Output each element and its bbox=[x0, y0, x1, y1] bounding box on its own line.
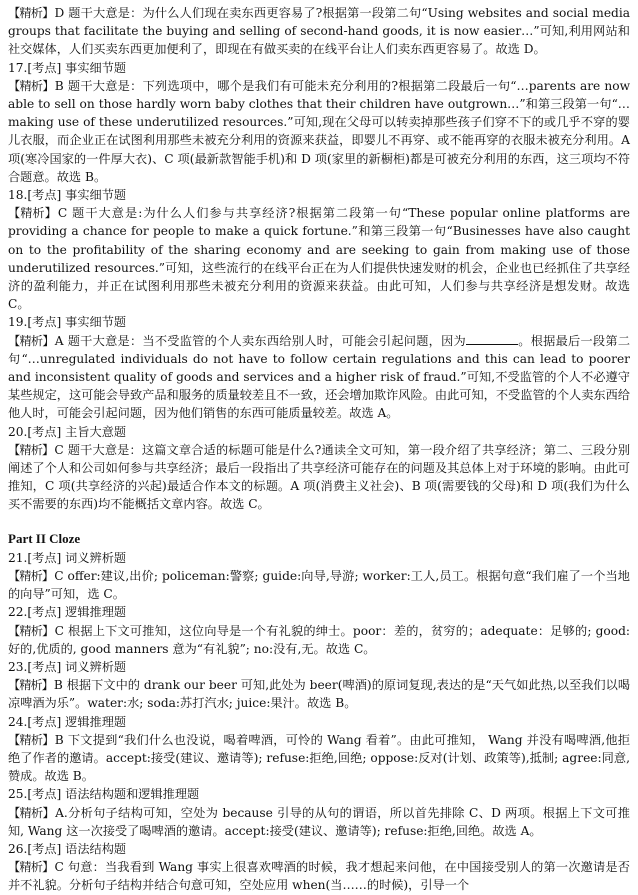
analysis-paragraph bbox=[8, 676, 630, 712]
analysis-paragraph bbox=[8, 567, 630, 603]
question-header: 18.[考点] 事实细节题 bbox=[8, 188, 127, 203]
analysis-text: C 题干大意是:为什么人们参与共享经济?根据第二段第一句“These popular online platforms are providing a chance for people to make a quick fortune.”和第三段第一句“Businesses have also caught on to the profitability of the sharing economy and are seeking to gain from making use of those underutilized resources.”可知，这些流行的在线平台正在为人们提供快速发财的机会，企业也已经抓住了共享经济的盈利能力，并正在试图利用那些未被充分利用的资源来获益。由此可知，人们参与共享经济是想发财。故选 C。 bbox=[8, 206, 631, 312]
analysis-text: C 题干大意是：这篇文章合适的标题可能是什么?通读全文可知，第一段介绍了共享经济；第二、三段分别阐述了个人和公司如何参与共享经济；最后一段指出了共享经济可能存在的问题及其总体上对于环境的影响。由此可推知，C 项(共享经济的兴起)最适合作本文的标题。A 项(消费主义社会)、B 项(需要钱的父母)和 D 项(我们为什么买不需要的东西)均不能概括文章内容。故选 C。 bbox=[8, 442, 631, 512]
analysis-tag: 【精析】 bbox=[8, 623, 54, 638]
analysis-text: B 下文提到“我们什么也没说，喝着啤酒，可怜的 Wang 看着”。由此可推知， Wang 并没有喝啤酒,他拒绝了作者的邀请。accept:接受(建议、邀请等); refuse:拒绝,回绝; oppose:反对(计划、政策等),抵制; agree:同意,赞成。故选 B。 bbox=[8, 732, 631, 784]
analysis-text: 。根据最后一段第二句“…unregulated individuals do not have to follow certain regulations and this can lead to poorer and inconsistent quality of goods and services and a higher risk of fraud.”可知,不受监管的个人不必遵守某些规定，这可能会导致产品和服务的质量较差且不一致，还会增加欺诈风险。由此可知，不受监管的个人卖东西给他人时，可能会引起问题，因为他们销售的东西可能质量较差。故选 A。 bbox=[8, 333, 631, 421]
question-header: 17.[考点] 事实细节题 bbox=[8, 60, 127, 75]
analysis-paragraph bbox=[8, 332, 630, 423]
analysis-paragraph bbox=[8, 858, 630, 894]
analysis-tag: 【精析】 bbox=[8, 860, 54, 875]
analysis-paragraph bbox=[8, 441, 630, 514]
question-header: 22.[考点] 逻辑推理题 bbox=[8, 605, 127, 620]
analysis-tag: 【精析】 bbox=[8, 6, 54, 20]
question-header: 24.[考点] 逻辑推理题 bbox=[8, 714, 127, 729]
question-header: 21.[考点] 词义辨析题 bbox=[8, 550, 127, 565]
analysis-text: A 题干大意是：当不受监管的个人卖东西给别人时，可能会引起问题，因为 bbox=[54, 333, 466, 348]
analysis-paragraph bbox=[8, 731, 630, 786]
analysis-text: C 句意：当我看到 Wang 事实上很喜欢啤酒的时候，我才想起来问他，在中国接受别人的第一次邀请是否并不礼貌。分析句子结构并结合句意可知，空处应用 when(当……的时候)，引导一个 bbox=[8, 860, 630, 893]
analysis-paragraph bbox=[8, 804, 630, 840]
analysis-text: D 题干大意是：为什么人们现在卖东西更容易了?根据第一段第二句“Using websites and social media groups that facilitate the buying and selling of second-hand goods, it is now easier…”可知,利用网站和社交媒体，人们买卖东西更加便利了，即现在有做买卖的在线平台让人们卖东西更容易了。故选 D。 bbox=[8, 6, 631, 57]
analysis-paragraph bbox=[8, 77, 630, 186]
answer-blank bbox=[466, 332, 518, 345]
analysis-paragraph bbox=[8, 4, 630, 59]
analysis-tag: 【精析】 bbox=[8, 206, 57, 221]
question-header: 19.[考点] 事实细节题 bbox=[8, 315, 127, 330]
document-page bbox=[8, 4, 630, 895]
analysis-tag: 【精析】 bbox=[8, 678, 53, 693]
question-header: 26.[考点] 语法结构题 bbox=[8, 841, 127, 856]
analysis-text: B 题干大意是：下列选项中，哪个是我们有可能未充分利用的?根据第二段最后一句“…parents are now able to sell on those hardly worn baby clothes that their children have outgrown…”和第三段第一句“…making use of these underutilized resources.”可知,现在父母可以转卖掉那些孩子们穿不下的或几乎不穿的婴儿衣服，而企业正在试图利用那些未被充分利用的资源来获益，即婴儿不再穿、或不能再穿的衣服未被充分利用。A 项(寒冷国家的一件厚大衣)、C 项(最新款智能手机)和 D 项(家里的新橱柜)都是可被充分利用的东西，这三项均不符合题意。故选 B。 bbox=[8, 78, 631, 184]
question-header: 23.[考点] 词义辨析题 bbox=[8, 659, 127, 674]
analysis-tag: 【精析】 bbox=[8, 442, 54, 457]
analysis-tag: 【精析】 bbox=[8, 732, 54, 747]
analysis-tag: 【精析】 bbox=[8, 805, 55, 820]
analysis-text: C offer:建议,出价; policeman:警察; guide:向导,导游; worker:工人,员工。根据句意“我们雇了一个当地的向导”可知，选 C。 bbox=[8, 568, 630, 602]
analysis-paragraph bbox=[8, 622, 630, 658]
analysis-tag: 【精析】 bbox=[8, 78, 54, 93]
analysis-tag: 【精析】 bbox=[8, 568, 54, 583]
question-header: 20.[考点] 主旨大意题 bbox=[8, 424, 127, 439]
analysis-text: A.分析句子结构可知，空处为 because 引导的从句的谓语，所以首先排除 C、D 两项。根据上下文可推知, Wang 这一次接受了喝啤酒的邀请。accept:接受(建议、邀请等); refuse:拒绝,回绝。故选 A。 bbox=[8, 805, 630, 838]
question-header: 25.[考点] 语法结构题和逻辑推理题 bbox=[8, 787, 200, 802]
analysis-tag: 【精析】 bbox=[8, 333, 54, 348]
analysis-paragraph bbox=[8, 204, 630, 313]
section-heading: Part II Cloze bbox=[8, 530, 81, 546]
analysis-text: B 根据下文中的 drank our beer 可知,此处为 beer(啤酒)的原词复现,表达的是“天气如此热,以至我们以喝凉啤酒为乐”。water:水; soda:苏打汽水; juice:果汁。故选 B。 bbox=[8, 678, 631, 711]
analysis-text: C 根据上下文可推知，这位向导是一个有礼貌的绅士。poor：差的，贫穷的；adequate：足够的; good:好的,优质的, good manners 意为“有礼貌”; no:没有,无。故选 C。 bbox=[8, 623, 630, 656]
